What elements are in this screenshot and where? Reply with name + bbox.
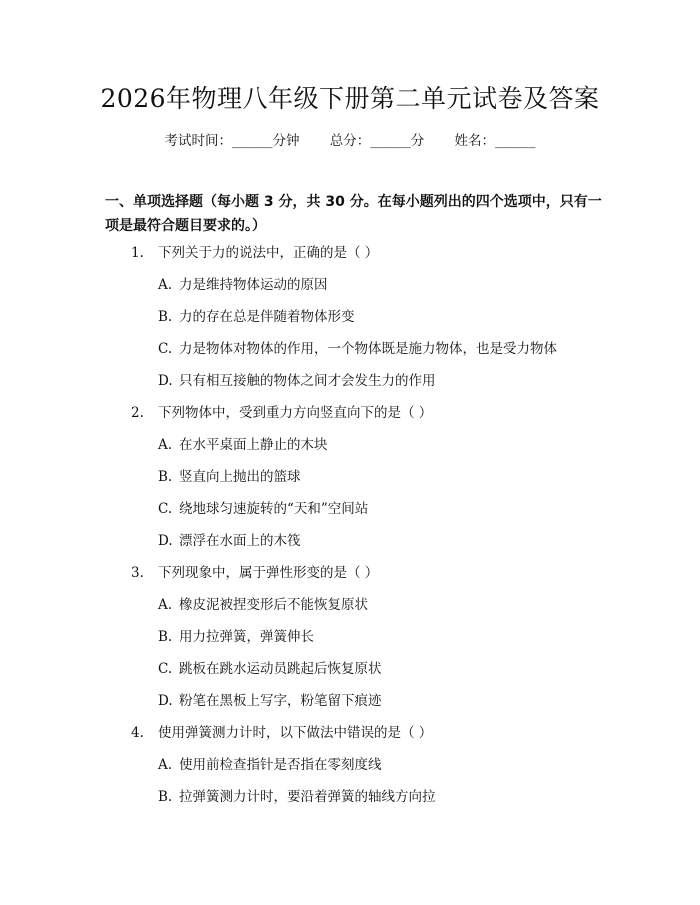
page-title: 2026年物理八年级下册第二单元试卷及答案: [100, 84, 600, 113]
option-text: 只有相互接触的物体之间才会发生力的作用: [179, 373, 436, 389]
option-text: 用力拉弹簧，弹簧伸长: [179, 629, 314, 645]
option-letter: B.: [158, 469, 173, 485]
option-letter: B.: [158, 789, 173, 805]
student-name-field: 姓名：______: [454, 133, 536, 149]
question-1-option-a: [158, 275, 328, 295]
option-letter: A.: [158, 597, 173, 613]
question-1-option-c: [158, 339, 557, 359]
question-text: 下列现象中，属于弹性形变的是（ ）: [158, 565, 379, 581]
option-text: 使用前检查指针是否指在零刻度线: [179, 757, 382, 773]
section-heading: 一、单项选择题（每小题 3 分，共 30 分。在每小题列出的四个选项中，只有一项是最符合题目要求的。）: [105, 194, 602, 234]
option-text: 漂浮在水面上的木筏: [179, 533, 301, 549]
question-2-option-c: [158, 499, 368, 519]
option-letter: C.: [158, 501, 173, 517]
option-text: 绕地球匀速旋转的“天和”空间站: [179, 501, 369, 517]
question-4-option-a: [158, 755, 382, 775]
question-number: 2.: [131, 405, 144, 421]
exam-meta-line: [0, 131, 700, 151]
question-3-option-b: [158, 627, 314, 647]
option-text: 力是物体对物体的作用，一个物体既是施力物体，也是受力物体: [179, 341, 557, 357]
option-text: 在水平桌面上静止的木块: [179, 437, 328, 453]
question-text: 下列物体中，受到重力方向竖直向下的是（ ）: [158, 405, 433, 421]
option-letter: D.: [158, 373, 173, 389]
question-text: 下列关于力的说法中，正确的是（ ）: [158, 245, 379, 261]
option-letter: A.: [158, 757, 173, 773]
question-text: 使用弹簧测力计时，以下做法中错误的是（ ）: [158, 725, 433, 741]
option-letter: D.: [158, 693, 173, 709]
option-letter: B.: [158, 309, 173, 325]
question-3-stem: [131, 563, 378, 583]
question-1-option-d: [158, 371, 436, 391]
option-text: 粉笔在黑板上写字，粉笔留下痕迹: [179, 693, 382, 709]
option-letter: C.: [158, 341, 173, 357]
option-text: 力是维持物体运动的原因: [179, 277, 328, 293]
question-number: 1.: [131, 245, 144, 261]
option-letter: C.: [158, 661, 173, 677]
question-number: 4.: [131, 725, 144, 741]
option-text: 拉弹簧测力计时，要沿着弹簧的轴线方向拉: [179, 789, 436, 805]
question-2-option-a: [158, 435, 328, 455]
question-number: 3.: [131, 565, 144, 581]
option-letter: B.: [158, 629, 173, 645]
question-1-option-b: [158, 307, 355, 327]
question-3-option-a: [158, 595, 368, 615]
question-2-option-d: [158, 531, 301, 551]
question-3-option-c: [158, 659, 382, 679]
exam-score-field: 总分：______分: [329, 133, 425, 149]
option-text: 橡皮泥被捏变形后不能恢复原状: [179, 597, 368, 613]
option-text: 跳板在跳水运动员跳起后恢复原状: [179, 661, 382, 677]
option-text: 力的存在总是伴随着物体形变: [179, 309, 355, 325]
question-4-stem: [131, 723, 432, 743]
option-letter: D.: [158, 533, 173, 549]
exam-time-field: 考试时间：______分钟: [164, 133, 300, 149]
question-3-option-d: [158, 691, 382, 711]
question-1-stem: [131, 243, 378, 263]
question-4-option-b: [158, 787, 436, 807]
question-2-option-b: [158, 467, 301, 487]
option-letter: A.: [158, 277, 173, 293]
option-letter: A.: [158, 437, 173, 453]
question-2-stem: [131, 403, 432, 423]
option-text: 竖直向上抛出的篮球: [179, 469, 301, 485]
